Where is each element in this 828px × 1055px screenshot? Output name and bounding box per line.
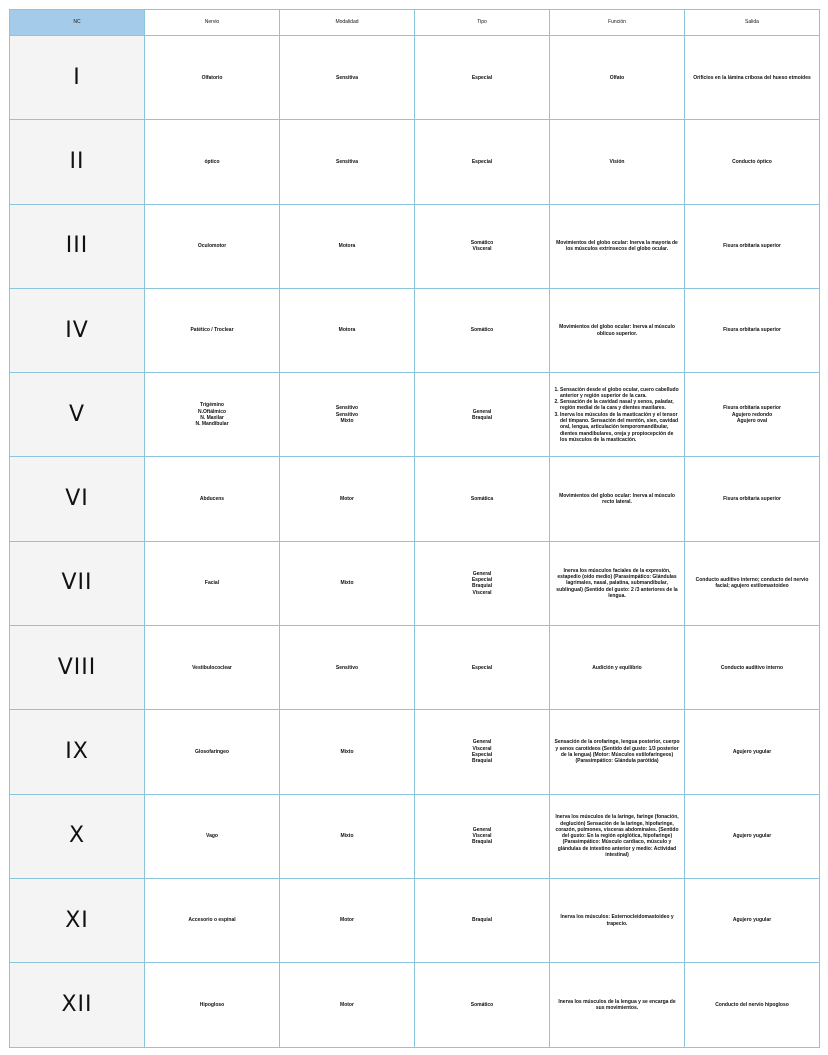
tipo-cell: Especial: [415, 626, 550, 710]
table-row: [10, 204, 820, 288]
modalidad-cell: Mixto: [280, 541, 415, 625]
modalidad-cell: Sensitiva: [280, 36, 415, 120]
table-row: [10, 120, 820, 204]
nervio-cell: Glosofaríngeo: [145, 710, 280, 794]
modalidad-cell: Motor: [280, 457, 415, 541]
funcion-cell: Movimientos del globo ocular: Inerva al músculo oblicuo superior.: [550, 288, 685, 372]
salida-cell: Agujero yugular: [685, 878, 820, 962]
nervio-cell: Vestibulococlear: [145, 626, 280, 710]
tipo-cell: Braquial: [415, 878, 550, 962]
nc-number: IV: [10, 288, 145, 372]
nervio-cell: Facial: [145, 541, 280, 625]
table-row: [10, 288, 820, 372]
nervio-cell: Hipogloso: [145, 963, 280, 1047]
nc-number: VII: [10, 541, 145, 625]
nc-number: II: [10, 120, 145, 204]
tipo-cell: General Visceral Braquial: [415, 794, 550, 878]
table-row: [10, 794, 820, 878]
nc-number: I: [10, 36, 145, 120]
salida-cell: Fisura orbitaria superior: [685, 288, 820, 372]
table-header-row: [10, 10, 820, 36]
salida-cell: Conducto del nervio hipogloso: [685, 963, 820, 1047]
salida-cell: Fisura orbitaria superior Agujero redondo Agujero oval: [685, 373, 820, 457]
nervio-cell: Abducens: [145, 457, 280, 541]
nervio-cell: Patético / Troclear: [145, 288, 280, 372]
nervio-cell: Olfatorio: [145, 36, 280, 120]
modalidad-cell: Mixto: [280, 794, 415, 878]
salida-cell: Fisura orbitaria superior: [685, 204, 820, 288]
nervio-cell: Trigémino N.Oftálmico N. Maxilar N. Mandibular: [145, 373, 280, 457]
funcion-cell: Audición y equilibrio: [550, 626, 685, 710]
funcion-list: [554, 387, 680, 444]
tipo-cell: Somática: [415, 457, 550, 541]
nc-number: X: [10, 794, 145, 878]
nervio-cell: Accesorio o espinal: [145, 878, 280, 962]
funcion-cell: Movimientos del globo ocular: Inerva al músculo recto lateral.: [550, 457, 685, 541]
cranial-nerves-table: [9, 9, 820, 1048]
tipo-cell: Especial: [415, 120, 550, 204]
nc-number: VI: [10, 457, 145, 541]
funcion-list-item: 1. Sensación desde el globo ocular, cuero cabelludo anterior y región superior de la cara.: [560, 387, 680, 400]
tipo-cell: General Braquial: [415, 373, 550, 457]
header-nervio: Nervio: [145, 10, 280, 36]
modalidad-cell: Sensitivo Sensitivo Mixto: [280, 373, 415, 457]
nervio-cell: óptico: [145, 120, 280, 204]
nc-number: III: [10, 204, 145, 288]
tipo-cell: Especial: [415, 36, 550, 120]
tipo-cell: Somático: [415, 963, 550, 1047]
funcion-cell: Visión: [550, 120, 685, 204]
tipo-cell: Somático: [415, 288, 550, 372]
table-row: [10, 36, 820, 120]
header-nc: NC: [10, 10, 145, 36]
nc-number: IX: [10, 710, 145, 794]
table-row: [10, 710, 820, 794]
funcion-list-item: 2. Sensación de la cavidad nasal y senos, paladar, región medial de la cara y dientes maxilares.: [560, 399, 680, 412]
salida-cell: Fisura orbitaria superior: [685, 457, 820, 541]
table-row: [10, 541, 820, 625]
funcion-cell: Sensación de la orofaringe, lengua posterior, cuerpo y senos carotídeos (Sentido del gusto: 1/3 posterior de la lengua) (Motor: Músculos estilofaríngeos) (Parasimpático: Glándula parótida): [550, 710, 685, 794]
nervio-cell: Oculomotor: [145, 204, 280, 288]
funcion-cell: [550, 373, 685, 457]
nervio-cell: Vago: [145, 794, 280, 878]
funcion-list-item: 3. Inerva los músculos de la masticación y el tensor del tímpano. Sensación del mentón, sien, cavidad oral, lengua, articulación temporomandibular, dientes mandibulares, oreja y propiocepción de los músculos de la masticación.: [560, 412, 680, 443]
table-row: [10, 626, 820, 710]
modalidad-cell: Motora: [280, 204, 415, 288]
modalidad-cell: Sensitivo: [280, 626, 415, 710]
modalidad-cell: Sensitiva: [280, 120, 415, 204]
salida-cell: Conducto auditivo interno: [685, 626, 820, 710]
nc-number: XII: [10, 963, 145, 1047]
table-row: [10, 373, 820, 457]
salida-cell: Conducto óptico: [685, 120, 820, 204]
funcion-cell: Inerva los músculos de la laringe, faringe (fonación, deglución) Sensación de la laringe, hipofaringe, corazón, pulmones, vísceras abdominales. (Sentido del gusto: En la región epiglótica, hipofaringe) (Parasimpático: Músculo cardíaco, músculo y glándulas de intestino anterior y medio: Actividad intestinal): [550, 794, 685, 878]
salida-cell: Conducto auditivo interno; conducto del nervio facial; agujero estilomastoideo: [685, 541, 820, 625]
funcion-cell: Olfato: [550, 36, 685, 120]
header-modalidad: Modalidad: [280, 10, 415, 36]
nc-number: VIII: [10, 626, 145, 710]
header-salida: Salida: [685, 10, 820, 36]
funcion-cell: Inerva los músculos: Esternocleidomastoideo y trapecio.: [550, 878, 685, 962]
header-funcion: Función: [550, 10, 685, 36]
modalidad-cell: Motor: [280, 963, 415, 1047]
funcion-cell: Movimientos del globo ocular: Inerva la mayoría de los músculos extrínsecos del globo ocular.: [550, 204, 685, 288]
tipo-cell: General Visceral Especial Braquial: [415, 710, 550, 794]
table-row: [10, 963, 820, 1047]
modalidad-cell: Mixto: [280, 710, 415, 794]
table-row: [10, 457, 820, 541]
nc-number: V: [10, 373, 145, 457]
tipo-cell: General Especial Braquial Visceral: [415, 541, 550, 625]
table-row: [10, 878, 820, 962]
funcion-cell: Inerva los músculos de la lengua y se encarga de sus movimientos.: [550, 963, 685, 1047]
nc-number: XI: [10, 878, 145, 962]
modalidad-cell: Motor: [280, 878, 415, 962]
tipo-cell: Somático Visceral: [415, 204, 550, 288]
modalidad-cell: Motora: [280, 288, 415, 372]
salida-cell: Agujero yugular: [685, 710, 820, 794]
header-tipo: Tipo: [415, 10, 550, 36]
salida-cell: Orificios en la lámina cribosa del hueso etmoides: [685, 36, 820, 120]
salida-cell: Agujero yugular: [685, 794, 820, 878]
funcion-cell: Inerva los músculos faciales de la expresión, estapedio (oído medio) (Parasimpático: Glándulas lagrimales, nasal, palatina, submandibular, sublingual) (Sentido del gusto: 2 /3 anteriores de la lengua.: [550, 541, 685, 625]
